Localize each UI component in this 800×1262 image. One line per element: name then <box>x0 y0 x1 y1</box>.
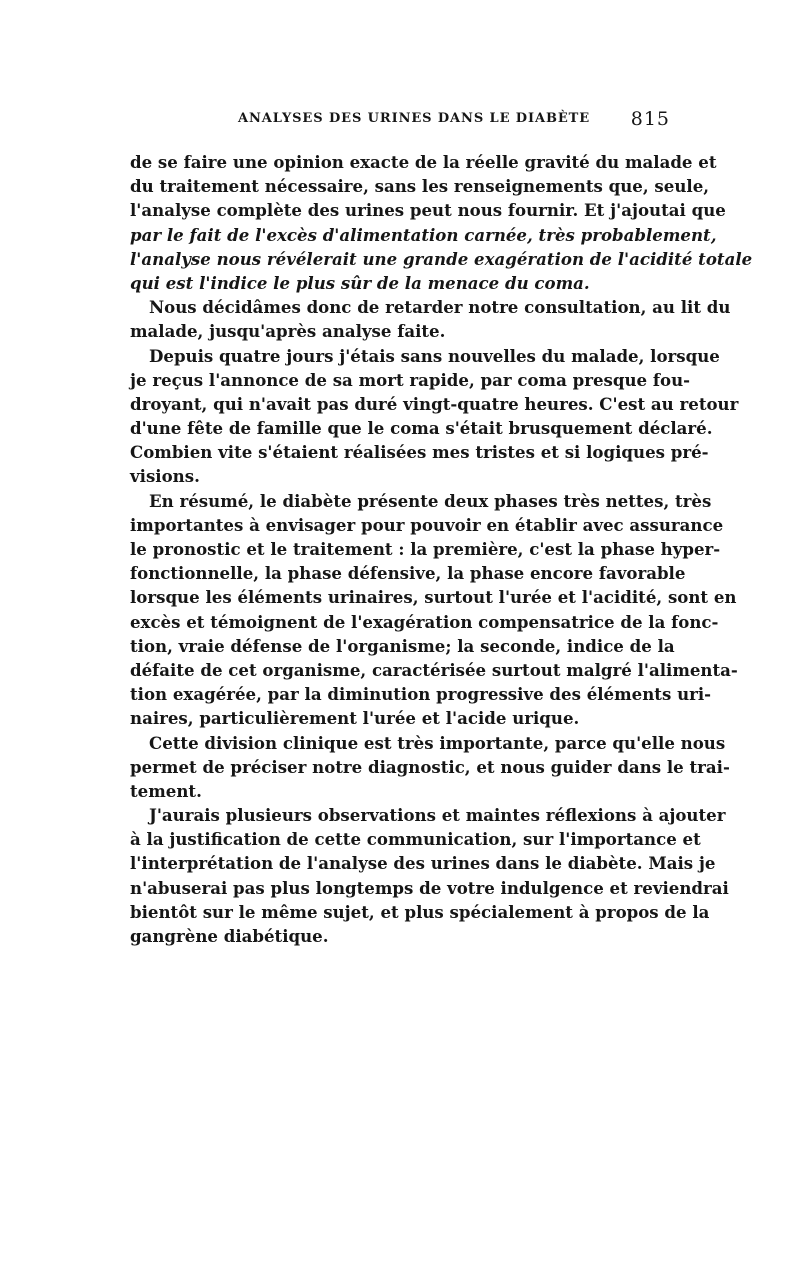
text-line: J'aurais plusieurs observations et maintes réflexions à ajouter <box>149 805 726 826</box>
text-line: je reçus l'annonce de sa mort rapide, par coma presque fou- <box>130 369 691 390</box>
text-line: tion, vraie défense de l'organisme; la seconde, indice de la <box>130 635 675 656</box>
text-line: bientôt sur le même sujet, et plus spécialement à propos de la <box>130 901 710 922</box>
text-line: Depuis quatre jours j'étais sans nouvelles du malade, lorsque <box>149 345 720 366</box>
text-line: n'abuserai pas plus longtemps de votre indulgence et reviendrai <box>130 877 729 898</box>
text-line: qui est l'indice le plus sûr de la menace du coma. <box>130 272 590 293</box>
text-line: d'une fête de famille que le coma s'était brusquement déclaré. <box>130 418 713 439</box>
paragraph <box>130 295 731 343</box>
text-line: fonctionnelle, la phase défensive, la phase encore favorable <box>130 563 686 584</box>
text-line: l'analyse complète des urines peut nous fournir. Et j'ajoutai que <box>130 200 726 221</box>
text-line: droyant, qui n'avait pas duré vingt-quatre heures. C'est au retour <box>130 393 739 414</box>
running-title: ANALYSES DES URINES DANS LE DIABÈTE <box>238 111 591 126</box>
paragraph <box>130 489 738 731</box>
text-line: tion exagérée, par la diminution progressive des éléments uri- <box>130 684 712 705</box>
paragraph <box>130 150 753 295</box>
text-line: importantes à envisager pour pouvoir en établir avec assurance <box>130 514 724 535</box>
running-head <box>134 108 670 132</box>
text-line: l'analyse nous révélerait une grande exagération de l'acidité totale <box>130 248 753 269</box>
text-line: visions. <box>130 466 200 487</box>
text-line: tement. <box>130 780 202 801</box>
text-line: le pronostic et le traitement : la première, c'est la phase hyper- <box>130 539 721 559</box>
text-line: défaite de cet organisme, caractérisée surtout malgré l'alimenta- <box>130 659 738 680</box>
text-line: du traitement nécessaire, sans les renseignements que, seule, <box>130 176 710 197</box>
paragraph <box>130 803 729 948</box>
text-line: lorsque les éléments urinaires, surtout l'urée et l'acidité, sont en <box>130 587 737 608</box>
text-line: En résumé, le diabète présente deux phases très nettes, très <box>149 490 712 511</box>
text-line: par le fait de l'excès d'alimentation carnée, très probablement, <box>130 224 717 245</box>
text-line: excès et témoignent de l'exagération compensatrice de la fonc- <box>130 611 719 632</box>
body-text <box>130 150 753 948</box>
text-line: permet de préciser notre diagnostic, et nous guider dans le trai- <box>130 756 730 777</box>
text-line: Nous décidâmes donc de retarder notre consultation, au lit du <box>149 297 731 318</box>
text-line: Combien vite s'étaient réalisées mes tristes et si logiques pré- <box>130 442 709 463</box>
paragraph <box>130 344 739 489</box>
text-line: Cette division clinique est très importante, parce qu'elle nous <box>149 732 726 753</box>
text-line: l'interprétation de l'analyse des urines dans le diabète. Mais je <box>130 853 716 874</box>
text-line: malade, jusqu'après analyse faite. <box>130 321 446 342</box>
page-number: 815 <box>630 108 670 130</box>
text-line: gangrène diabétique. <box>130 926 329 946</box>
text-line: à la justification de cette communication, sur l'importance et <box>130 829 701 850</box>
text-line: de se faire une opinion exacte de la réelle gravité du malade et <box>130 152 717 172</box>
text-line: naires, particulièrement l'urée et l'acide urique. <box>130 708 580 729</box>
paragraph <box>130 731 730 804</box>
